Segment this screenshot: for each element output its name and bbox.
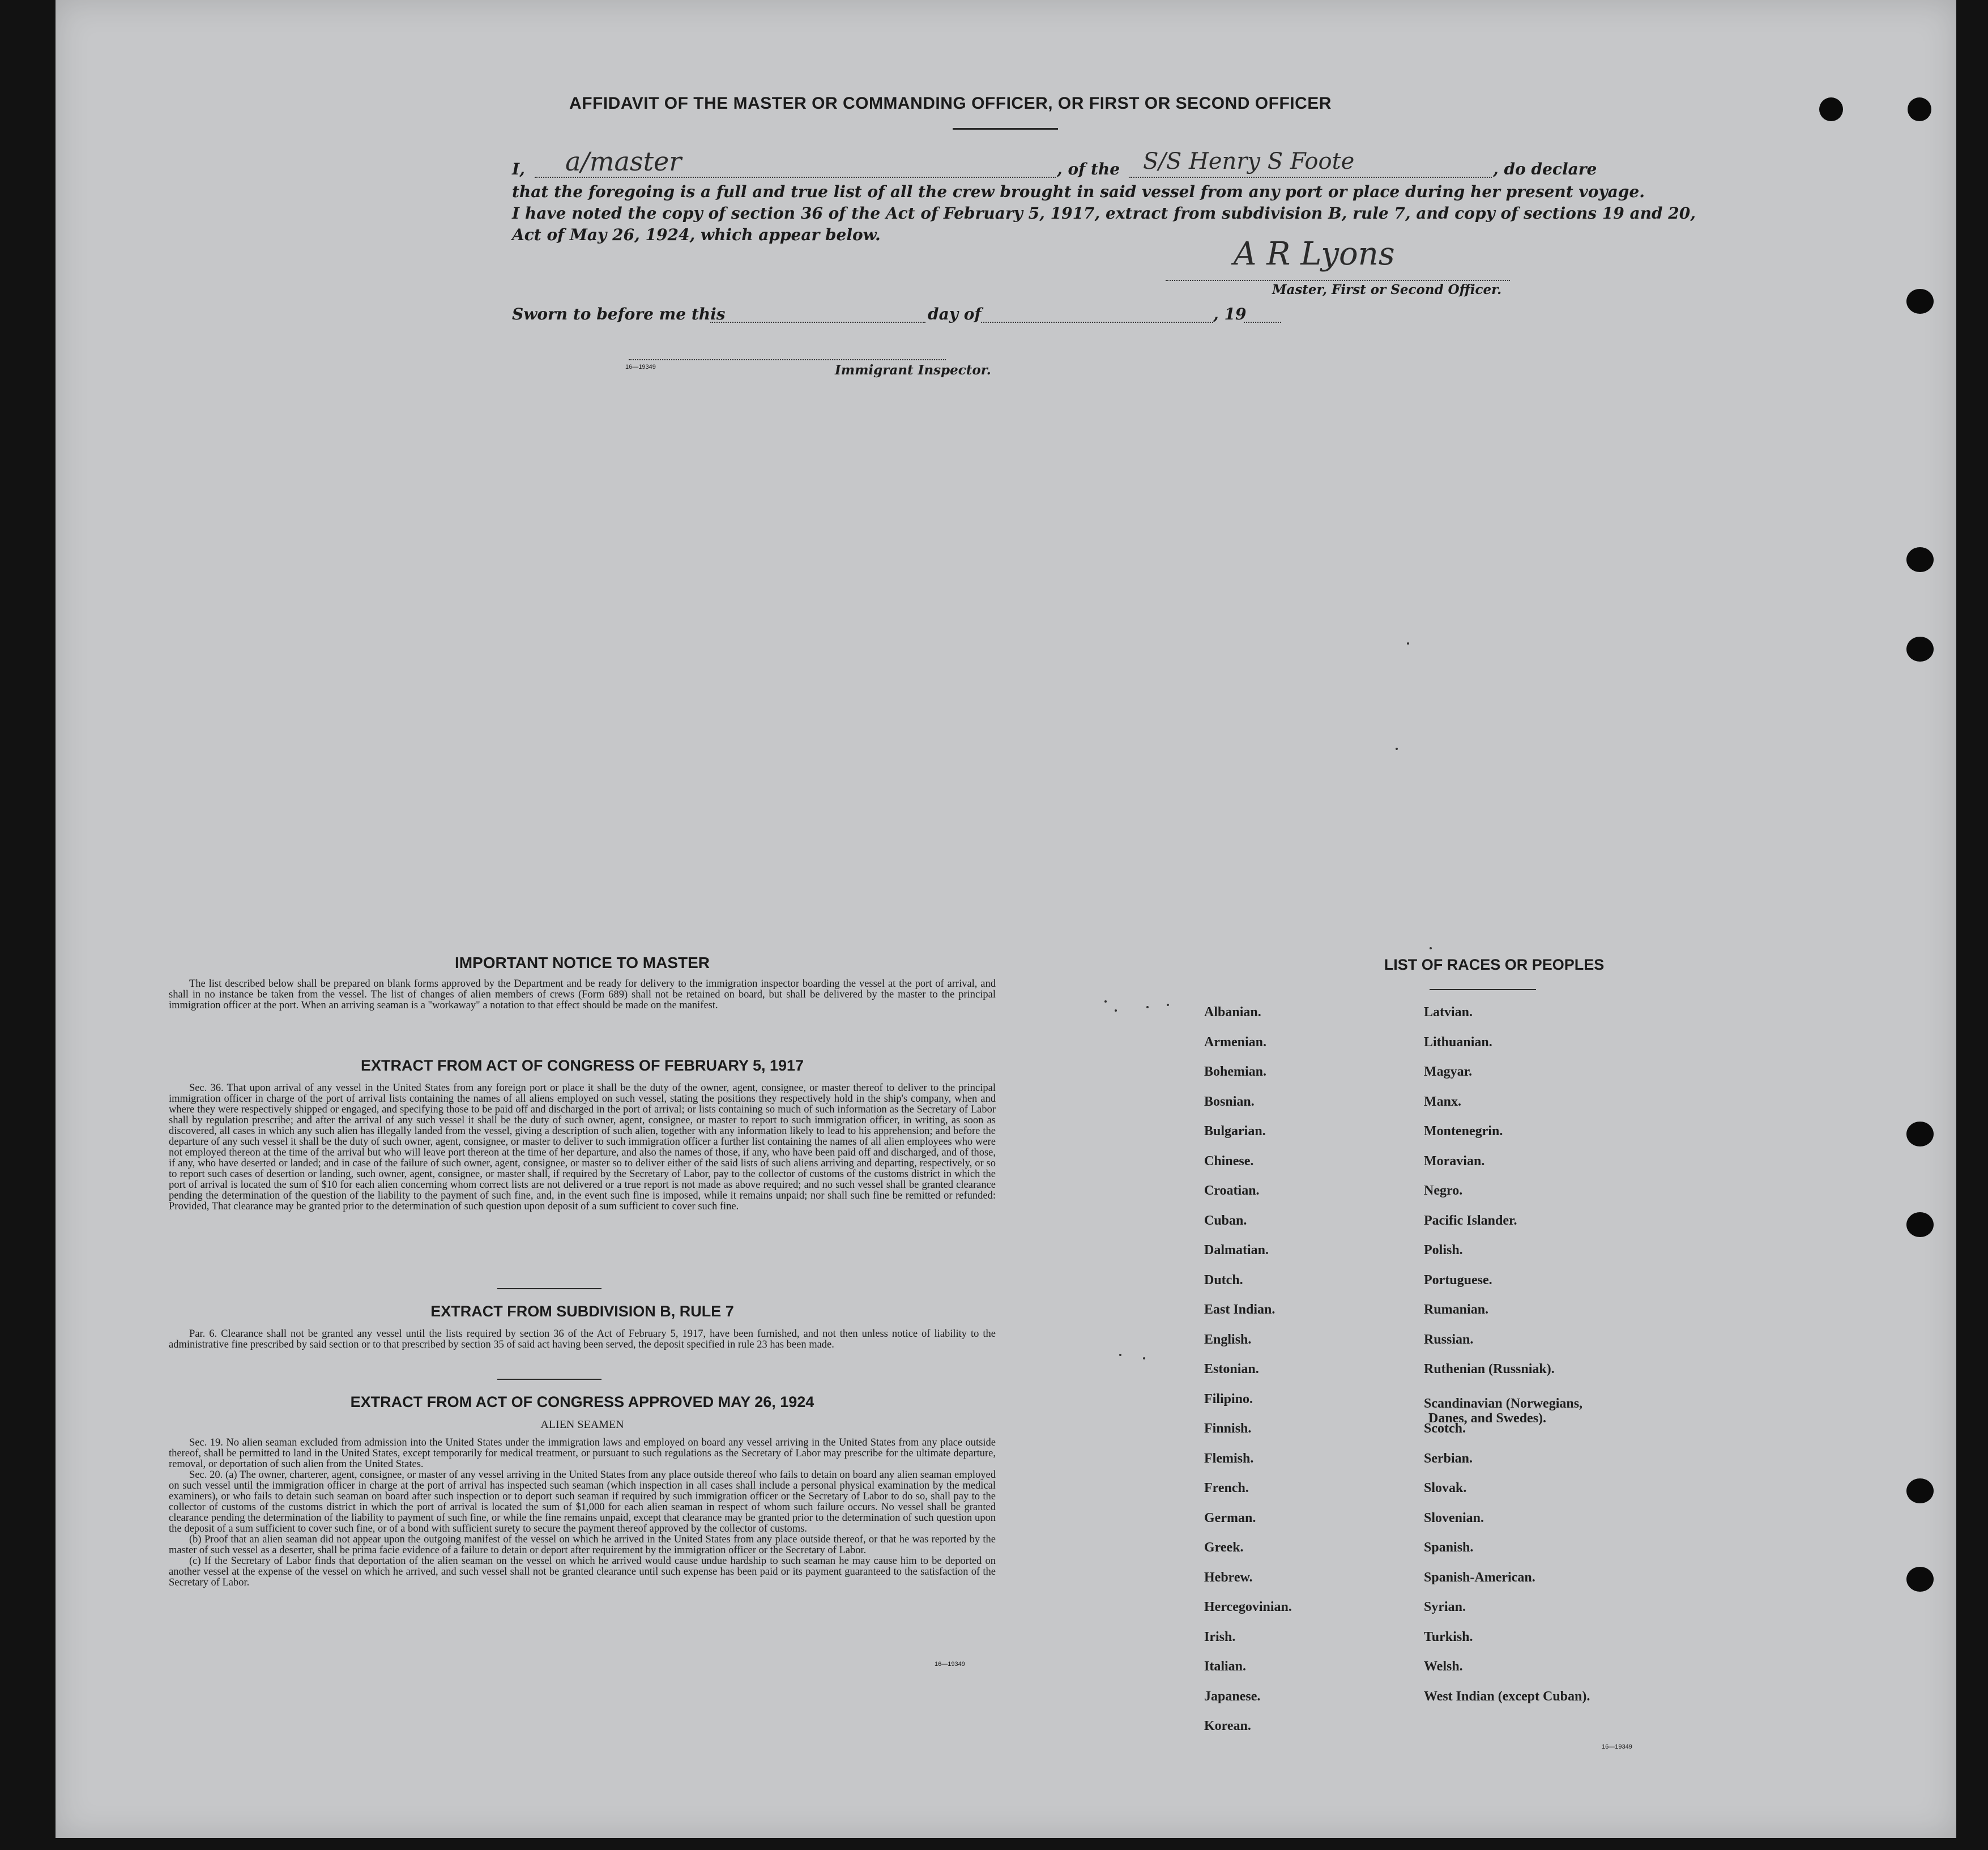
- race-item: Montenegrin.: [1424, 1124, 1503, 1139]
- race-item: Estonian.: [1204, 1362, 1259, 1376]
- race-item: Croatian.: [1204, 1183, 1260, 1198]
- sec-20c: (c) If the Secretary of Labor finds that deportation of the alien seaman on the vessel on which he arrived would cause undue hardship to such seaman he may cause him to be deported on another vessel at the expense of the vessel on which he arrived, and such vessel shall not be granted clearance until such expense has been paid or its payment guaranteed to the satisfaction of the Secretary of Labor.: [169, 1555, 996, 1588]
- race-item: Lithuanian.: [1424, 1034, 1492, 1050]
- section-divider: [497, 1288, 601, 1289]
- declaration-line-3: I have noted the copy of section 36 of the Act of February 5, 1917, extract from subdivision B, rule 7, and copy of sections 19 and 20,: [512, 204, 1696, 223]
- extract-1917-title: EXTRACT FROM ACT OF CONGRESS OF FEBRUARY 5, 1917: [360, 1057, 804, 1074]
- vessel-blank: [1129, 177, 1492, 178]
- vessel-handwritten: S/S Henry S Foote: [1143, 148, 1355, 174]
- sworn-label: Sworn to before me this: [512, 305, 726, 323]
- race-item: Irish.: [1204, 1629, 1236, 1644]
- scan-speck: [1143, 1357, 1145, 1359]
- year-label: , 19: [1213, 305, 1247, 323]
- title-divider: [953, 128, 1058, 130]
- race-item: West Indian (except Cuban).: [1424, 1689, 1590, 1704]
- sworn-month-blank: [981, 322, 1213, 323]
- race-item: Serbian.: [1424, 1451, 1473, 1466]
- races-title: LIST OF RACES OR PEOPLES: [1384, 956, 1605, 973]
- scan-speck: [1430, 947, 1432, 949]
- rule-7-title: EXTRACT FROM SUBDIVISION B, RULE 7: [430, 1303, 734, 1320]
- race-item: Ruthenian (Russniak).: [1424, 1362, 1555, 1376]
- race-item: Hercegovinian.: [1204, 1600, 1292, 1614]
- race-item: Scandinavian (Norwegians,: [1424, 1396, 1583, 1411]
- punch-hole: [1908, 97, 1931, 121]
- race-item: Dutch.: [1204, 1272, 1243, 1288]
- inspector-caption: Immigrant Inspector.: [835, 363, 991, 378]
- scan-speck: [1119, 1354, 1121, 1356]
- name-blank: [535, 177, 1056, 178]
- punch-hole: [1906, 547, 1934, 572]
- scan-speck: [1396, 748, 1398, 750]
- race-item: Pacific Islander.: [1424, 1213, 1517, 1228]
- name-handwritten: a/master: [565, 146, 682, 177]
- punch-hole: [1819, 97, 1843, 121]
- sec-20a: Sec. 20. (a) The owner, charterer, agent, consignee, or master of any vessel arriving in the United States from any place outside thereof who fails to detain on board any alien seaman employed on such vessel until the immigration officer in charge at the port of arrival has inspected such seaman (which inspection in all cases shall include a personal physical examination by the medical examiners), or who fails to detain such seaman on board after such inspection or to deport such seaman if required by such immigration officer or the Secretary of Labor to do so, shall pay to the collector of customs of the customs district in which the port of arrival is located the sum of $1,000 for each alien seaman in respect of whom such failure occurs. No vessel shall be granted clearance pending the determination of the liability to payment of such fine, or while the fine remains unpaid, except that clearance may be granted prior to the determination of such question upon the deposit of a sum sufficient to cover such fine, or of a bond with sufficient surety to secure the payment thereof approved by the collector of customs.: [169, 1469, 996, 1534]
- notice-text: The list described below shall be prepared on blank forms approved by the Department and be ready for delivery to the immigration inspector boarding the vessel at the port of arrival, and shall in no instance be taken from the vessel. The list of changes of alien members of crews (Form 689) shall not be retained on board, but shall be delivered by the master to the principal immigration officer at the port. When an arriving seaman is a "workaway" a notation to that effect should be made on the manifest.: [169, 978, 996, 1011]
- race-item: Spanish-American.: [1424, 1570, 1535, 1585]
- scan-speck: [1407, 642, 1409, 645]
- form-sheet: [56, 0, 1956, 1838]
- race-item: Chinese.: [1204, 1153, 1254, 1169]
- extract-1917-text: Sec. 36. That upon arrival of any vessel in the United States from any foreign port or place it shall be the duty of the owner, agent, consignee, or master thereof to deliver to the principal immigration officer in charge of the port of arrival lists containing the names of all aliens employed on such vessel, stating the positions they respectively hold in the ship's company, when and where they were respectively shipped or engaged, and specifying those to be paid off and discharged in the port of arrival; or lists containing so much of such information as the Secretary of Labor shall by regulation prescribe; and after the arrival of any such vessel it shall be the duty of such owner, agent, consignee, or master to report to such immigration officer, in writing, as soon as discovered, all cases in which any such alien has illegally landed from the vessel, giving a description of such alien, together with any information likely to lead to his apprehension; and before the departure of any such vessel it shall be the duty of such owner, agent, consignee, or master to deliver to such immigration officer a further list containing the names of all alien employees who were not employed thereon at the time of the arrival but who will leave port thereon at the time of her departure, and also the names of those, if any, who have been paid off and discharged, and of those, if any, who have deserted or landed; and in case of the failure of such owner, agent, consignee, or master so to deliver either of the said lists of such aliens arriving and departing, respectively, or so to report such cases of desertion or landing, such owner, agent, consignee, or master shall, if required by the Secretary of Labor, pay to the collector of customs of the customs district in which the port of arrival is located the sum of $10 for each alien concerning whom correct lists are not delivered or a true report is not made as above required; and no such vessel shall be granted clearance pending the determination of the question of the liability to the payment of such fine, and, in the event such fine is imposed, while it remains unpaid; nor shall such fine be remitted or refunded: Provided, That clearance may be granted prior to the determination of such question upon deposit of a sum sufficient to cover such fine.: [169, 1082, 996, 1212]
- punch-hole: [1906, 637, 1934, 662]
- scan-speck: [1104, 1000, 1107, 1003]
- section-divider: [497, 1379, 601, 1380]
- affidavit-title: AFFIDAVIT OF THE MASTER OR COMMANDING OFFICER, OR FIRST OR SECOND OFFICER: [569, 94, 1332, 113]
- race-item: French.: [1204, 1481, 1249, 1495]
- inspector-signature-line: [629, 359, 946, 360]
- rule-7-text: Par. 6. Clearance shall not be granted any vessel until the lists required by section 36 of the Act of February 5, 1917, have been furnished, and not then unless notice of liability to the administrative fine prescribed by said section or to that prescribed by section 35 of said act having been served, the deposit specified in rule 23 has been made.: [169, 1328, 996, 1350]
- of-the-label: , of the: [1057, 160, 1120, 178]
- race-item: Bulgarian.: [1204, 1124, 1266, 1139]
- sec-19: Sec. 19. No alien seaman excluded from admission into the United States under the immigration laws and employed on board any vessel arriving in the United States from any place outside thereof, shall be permitted to land in the United States, except temporarily for medical treatment, or pursuant to such regulations as the Secretary of Labor may prescribe for the ultimate departure, removal, or deportation of such alien from the United States.: [169, 1437, 996, 1470]
- race-item: Slovenian.: [1424, 1510, 1484, 1525]
- race-item: Spanish.: [1424, 1540, 1474, 1555]
- race-item: Cuban.: [1204, 1213, 1247, 1228]
- race-item: Finnish.: [1204, 1421, 1252, 1436]
- race-item: Welsh.: [1424, 1659, 1463, 1674]
- race-item: Bosnian.: [1204, 1094, 1255, 1109]
- extract-1924-text: [169, 1438, 996, 1588]
- race-item: Greek.: [1204, 1540, 1244, 1555]
- race-item: Rumanian.: [1424, 1302, 1489, 1317]
- race-item: Bohemian.: [1204, 1064, 1267, 1079]
- scan-speck: [1115, 1009, 1117, 1012]
- sworn-year-blank: [1244, 322, 1281, 323]
- races-title-divider: [1430, 989, 1536, 990]
- punch-hole: [1906, 1212, 1934, 1237]
- i-label: I,: [512, 160, 525, 178]
- signature-line: [1166, 280, 1510, 281]
- do-declare-label: , do declare: [1493, 160, 1597, 178]
- race-item: German.: [1204, 1510, 1256, 1525]
- race-item: Moravian.: [1424, 1153, 1485, 1169]
- race-item: Magyar.: [1424, 1064, 1473, 1079]
- race-item: Polish.: [1424, 1243, 1463, 1258]
- declaration-line-4: Act of May 26, 1924, which appear below.: [512, 225, 881, 244]
- punch-hole: [1906, 1567, 1934, 1592]
- race-item: Danes, and Swedes).: [1428, 1410, 1547, 1426]
- punch-hole: [1906, 289, 1934, 314]
- day-of-label: day of: [928, 305, 982, 323]
- form-code: 16—19349: [1602, 1744, 1632, 1750]
- signature-handwritten: A R Lyons: [1234, 236, 1395, 272]
- scan-speck: [1146, 1006, 1149, 1008]
- notice-title: IMPORTANT NOTICE TO MASTER: [454, 954, 710, 971]
- alien-seamen-subtitle: ALIEN SEAMEN: [540, 1418, 624, 1431]
- race-item: Russian.: [1424, 1332, 1474, 1347]
- sworn-day-blank: [710, 322, 925, 323]
- form-code: 16—19349: [625, 364, 656, 370]
- race-item: Scotch.: [1424, 1421, 1466, 1436]
- race-item: Armenian.: [1204, 1034, 1266, 1050]
- race-item: Latvian.: [1424, 1005, 1473, 1020]
- race-item: Japanese.: [1204, 1689, 1261, 1704]
- race-item: English.: [1204, 1332, 1252, 1347]
- punch-hole: [1906, 1478, 1934, 1503]
- race-item: Negro.: [1424, 1183, 1463, 1198]
- declaration-line-2: that the foregoing is a full and true list of all the crew brought in said vessel from any port or place during her present voyage.: [512, 182, 1645, 201]
- race-item: Dalmatian.: [1204, 1243, 1269, 1258]
- race-item: Portuguese.: [1424, 1272, 1492, 1288]
- sec-20b: (b) Proof that an alien seaman did not appear upon the outgoing manifest of the vessel on which he arrived in the United States from any place outside thereof, or that he was reported by the master of such vessel as a deserter, shall be prima facie evidence of a failure to detain or deport after requirement by the immigration officer or the Secretary of Labor.: [169, 1534, 996, 1556]
- extract-1924-title: EXTRACT FROM ACT OF CONGRESS APPROVED MAY 26, 1924: [350, 1393, 814, 1410]
- race-item: Manx.: [1424, 1094, 1461, 1109]
- scan-speck: [1167, 1004, 1169, 1006]
- race-item: Syrian.: [1424, 1600, 1466, 1614]
- race-item: East Indian.: [1204, 1302, 1275, 1317]
- race-item: Albanian.: [1204, 1005, 1261, 1020]
- race-item: Flemish.: [1204, 1451, 1254, 1466]
- race-item: Korean.: [1204, 1719, 1251, 1733]
- race-item: Hebrew.: [1204, 1570, 1253, 1585]
- race-item: Filipino.: [1204, 1391, 1253, 1406]
- punch-hole: [1906, 1122, 1934, 1146]
- race-item: Turkish.: [1424, 1629, 1473, 1644]
- race-item: Italian.: [1204, 1659, 1247, 1674]
- signature-caption: Master, First or Second Officer.: [1272, 282, 1502, 297]
- race-item: Slovak.: [1424, 1481, 1467, 1495]
- form-code: 16—19349: [935, 1661, 965, 1668]
